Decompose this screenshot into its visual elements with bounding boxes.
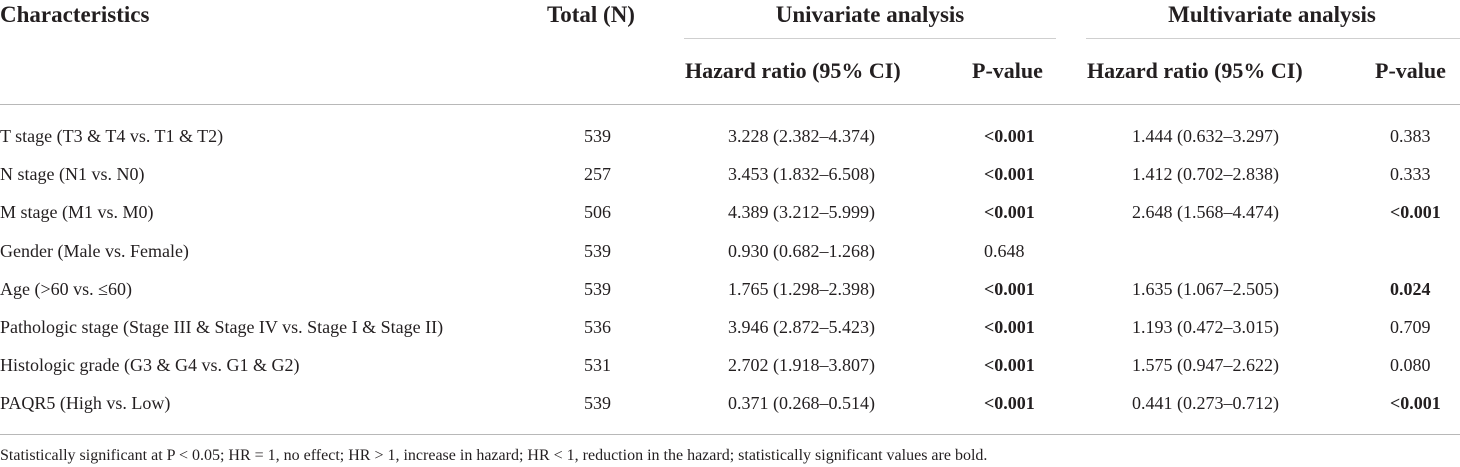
header-bottom-rule xyxy=(0,104,1460,105)
row-total: 539 xyxy=(584,279,611,299)
row-multi-hr: 1.193 (0.472–3.015) xyxy=(1132,317,1279,337)
header-multi-p: P-value xyxy=(1375,58,1446,83)
row-multi-hr: 2.648 (1.568–4.474) xyxy=(1132,202,1279,222)
row-uni-p: 0.648 xyxy=(984,241,1025,261)
row-total: 506 xyxy=(584,202,611,222)
row-total: 539 xyxy=(584,393,611,413)
row-uni-hr: 1.765 (1.298–2.398) xyxy=(728,279,875,299)
row-multi-p: <0.001 xyxy=(1390,393,1441,413)
row-multi-p: 0.024 xyxy=(1390,279,1431,299)
row-total: 539 xyxy=(584,126,611,146)
table-bottom-rule xyxy=(0,434,1460,435)
row-multi-hr: 1.635 (1.067–2.505) xyxy=(1132,279,1279,299)
row-multi-p: 0.333 xyxy=(1390,164,1431,184)
row-uni-p: <0.001 xyxy=(984,126,1035,146)
row-uni-hr: 3.228 (2.382–4.374) xyxy=(728,126,875,146)
row-multi-hr: 1.575 (0.947–2.622) xyxy=(1132,355,1279,375)
row-uni-p: <0.001 xyxy=(984,202,1035,222)
row-label: Pathologic stage (Stage III & Stage IV vs. Stage I & Stage II) xyxy=(0,317,444,337)
row-multi-p: 0.709 xyxy=(1390,317,1431,337)
row-total: 531 xyxy=(584,355,611,375)
row-label: T stage (T3 & T4 vs. T1 & T2) xyxy=(0,126,224,146)
header-univariate: Univariate analysis xyxy=(775,2,965,27)
row-multi-p: 0.383 xyxy=(1390,126,1431,146)
row-label: N stage (N1 vs. N0) xyxy=(0,164,145,184)
row-uni-p: <0.001 xyxy=(984,393,1035,413)
row-label: M stage (M1 vs. M0) xyxy=(0,202,154,222)
row-uni-p: <0.001 xyxy=(984,279,1035,299)
row-label: Age (>60 vs. ≤60) xyxy=(0,279,133,299)
row-uni-hr: 0.930 (0.682–1.268) xyxy=(728,241,875,261)
row-label: Histologic grade (G3 & G4 vs. G1 & G2) xyxy=(0,355,300,375)
row-uni-hr: 0.371 (0.268–0.514) xyxy=(728,393,875,413)
header-multi-hr: Hazard ratio (95% CI) xyxy=(1087,58,1303,83)
header-multivariate: Multivariate analysis xyxy=(1168,2,1376,27)
row-multi-hr: 1.444 (0.632–3.297) xyxy=(1132,126,1279,146)
row-uni-hr: 3.946 (2.872–5.423) xyxy=(728,317,875,337)
row-label: Gender (Male vs. Female) xyxy=(0,241,189,261)
multivariate-underline xyxy=(1086,38,1460,39)
header-total: Total (N) xyxy=(547,2,635,27)
row-uni-p: <0.001 xyxy=(984,355,1035,375)
row-uni-hr: 2.702 (1.918–3.807) xyxy=(728,355,875,375)
row-uni-hr: 3.453 (1.832–6.508) xyxy=(728,164,875,184)
row-uni-hr: 4.389 (3.212–5.999) xyxy=(728,202,875,222)
row-label: PAQR5 (High vs. Low) xyxy=(0,393,171,413)
row-total: 536 xyxy=(584,317,611,337)
row-multi-p: <0.001 xyxy=(1390,202,1441,222)
row-multi-p: 0.080 xyxy=(1390,355,1431,375)
header-characteristics: Characteristics xyxy=(0,2,150,27)
univariate-underline xyxy=(684,38,1056,39)
row-uni-p: <0.001 xyxy=(984,164,1035,184)
row-total: 539 xyxy=(584,241,611,261)
row-multi-hr: 1.412 (0.702–2.838) xyxy=(1132,164,1279,184)
header-uni-hr: Hazard ratio (95% CI) xyxy=(685,58,901,83)
row-total: 257 xyxy=(584,164,611,184)
footnote: Statistically significant at P < 0.05; HR = 1, no effect; HR > 1, increase in hazard; HR < 1, reduction in the hazard; statistically significant values are bold. xyxy=(0,447,988,464)
row-uni-p: <0.001 xyxy=(984,317,1035,337)
header-uni-p: P-value xyxy=(972,58,1043,83)
row-multi-hr: 0.441 (0.273–0.712) xyxy=(1132,393,1279,413)
